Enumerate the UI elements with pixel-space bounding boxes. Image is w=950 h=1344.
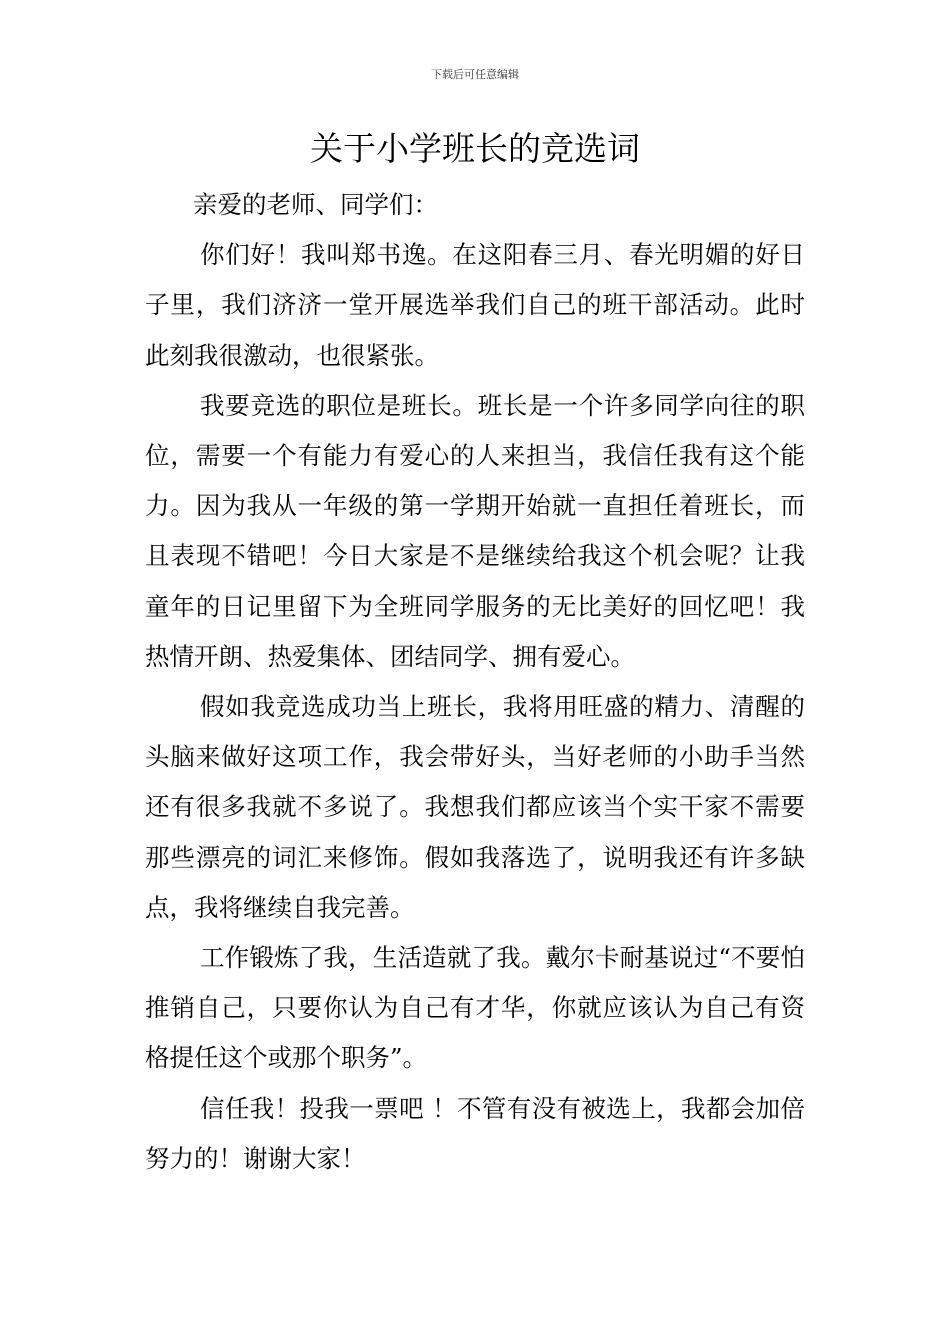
paragraph-closing: 信任我！投我一票吧 ！不管有没有被选上，我都会加倍努力的！谢谢大家！: [145, 1093, 805, 1173]
header-note: 下载后可任意编辑: [431, 68, 519, 81]
paragraph-plan: 假如我竞选成功当上班长，我将用旺盛的精力、清醒的头脑来做好这项工作，我会带好头，当好老师的小助手当然还有很多我就不多说了。我想我们都应该当个实干家不需要那些漂亮的词汇来修饰。假如我落选了，说明我还有许多缺点，我将继续自我完善。: [145, 692, 805, 922]
paragraph-quote: 工作锻炼了我，生活造就了我。戴尔卡耐基说过“不要怕推销自己，只要你认为自己有才华，你就应该认为自己有资格提任这个或那个职务”。: [145, 943, 805, 1073]
document-title: 关于小学班长的竞选词: [310, 129, 640, 168]
paragraph-greeting: 你们好！我叫郑书逸。在这阳春三月、春光明媚的好日子里，我们济济一堂开展选举我们自己的班干部活动。此时此刻我很激动，也很紧张。: [145, 240, 805, 370]
salutation: 亲爱的老师、同学们：: [193, 190, 438, 219]
paragraph-position: 我要竞选的职位是班长。班长是一个许多同学向往的职位，需要一个有能力有爱心的人来担当，我信任我有这个能力。因为我从一年级的第一学期开始就一直担任着班长，而且表现不错吧！今日大家是不是继续给我这个机会呢？让我童年的日记里留下为全班同学服务的无比美好的回忆吧！我热情开朗、热爱集体、团结同学、拥有爱心。: [145, 390, 805, 671]
document-body: [145, 180, 805, 1184]
